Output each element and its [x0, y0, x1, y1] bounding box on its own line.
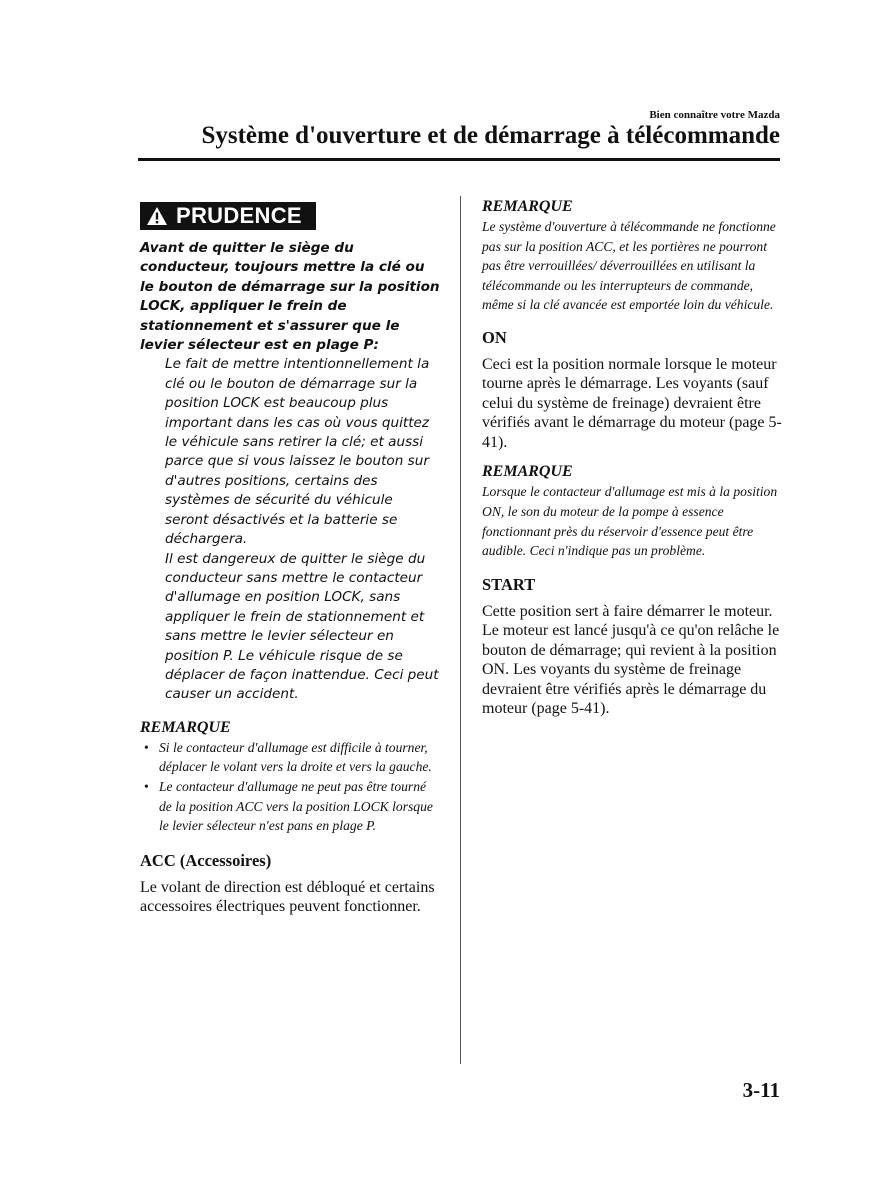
- note-list-item: [140, 738, 440, 777]
- caution-badge: [140, 202, 316, 230]
- bullet-icon: •: [144, 739, 149, 755]
- note-block: [482, 197, 782, 315]
- page-title: Système d'ouverture et de démarrage à télécommande: [201, 122, 780, 149]
- note-text: Lorsque le contacteur d'allumage est mis à la position ON, le son du moteur de la pompe à essence fonctionnant près du réservoir d'essence peut être audible. Ceci n'indique pas un problème.: [482, 484, 778, 559]
- caution-label: PRUDENCE: [176, 203, 302, 228]
- caution-body-text: Le fait de mettre intentionnellement la clé ou le bouton de démarrage sur la position LOCK est beaucoup plus important dans les cas où vous quittez le véhicule sans retirer la clé; et aussi parce que si vous laissez le bouton sur d'autres positions, certains des systèmes de sécurité du véhicule seront désactivés et la batterie se déchargera.: [165, 356, 430, 548]
- on-section: [482, 328, 782, 453]
- section-heading: ON: [482, 327, 507, 347]
- section-body: Cette position sert à faire démarrer le moteur. Le moteur est lancé jusqu'à ce qu'on relâche le bouton de démarrage; qui revient à la position ON. Les voyants du système de freinage devraient être vérifiés après le démarrage du moteur (page 5-41).: [482, 602, 780, 718]
- section-body: Le volant de direction est débloqué et certains accessoires électriques peuvent fonctionner.: [140, 878, 435, 916]
- caution-box: [140, 200, 440, 705]
- right-column: [482, 197, 782, 719]
- note-block: [482, 462, 782, 560]
- header-section-label: Bien connaître votre Mazda: [649, 109, 780, 121]
- note-list: [140, 738, 440, 836]
- page-number: 3-11: [742, 1078, 780, 1102]
- note-heading: REMARQUE: [140, 718, 231, 736]
- note-item-text: Le contacteur d'allumage ne peut pas être tourné de la position ACC vers la position LOCK lorsque le levier sélecteur n'est pans en plage P.: [159, 778, 433, 834]
- section-heading: START: [482, 574, 536, 594]
- caution-body-text: Il est dangereux de quitter le siège du conducteur sans mettre le contacteur d'allumage en position LOCK, sans appliquer le frein de stationnement et sans mettre le levier sélecteur en position P. Le véhicule risque de se déplacer de façon inattendue. Ceci peut causer un accident.: [165, 550, 439, 703]
- left-column: [140, 200, 440, 917]
- header-rule: [138, 158, 780, 161]
- start-section: [482, 575, 782, 719]
- note-item-text: Si le contacteur d'allumage est difficile à tourner, déplacer le volant vers la droite et vers la gauche.: [159, 739, 432, 775]
- note-list-item: [140, 777, 440, 836]
- warning-triangle-icon: [146, 206, 168, 226]
- caution-lead-text: Avant de quitter le siège du conducteur, toujours mettre la clé ou le bouton de démarrage sur la position LOCK, appliquer le frein de stationnement et s'assurer que le levier sélecteur est en plage P:: [140, 240, 440, 354]
- note-block: [140, 718, 440, 836]
- section-body: Ceci est la position normale lorsque le moteur tourne après le démarrage. Les voyants (sauf celui du système de freinage) devraient être vérifiés avant le démarrage du moteur (page 5-41).: [482, 355, 782, 451]
- note-text: Le système d'ouverture à télécommande ne fonctionne pas sur la position ACC, et les portières ne pourront pas être verrouillées/ déverrouillées en utilisant la télécommande ou les interrupteurs de commande, même si la clé avancée est emportée loin du véhicule.: [482, 219, 776, 313]
- acc-section: [140, 851, 440, 917]
- column-divider: [460, 196, 461, 1064]
- bullet-icon: •: [144, 778, 149, 794]
- section-heading: ACC (Accessoires): [140, 850, 272, 870]
- note-heading: REMARQUE: [482, 198, 573, 215]
- note-heading: REMARQUE: [482, 463, 573, 481]
